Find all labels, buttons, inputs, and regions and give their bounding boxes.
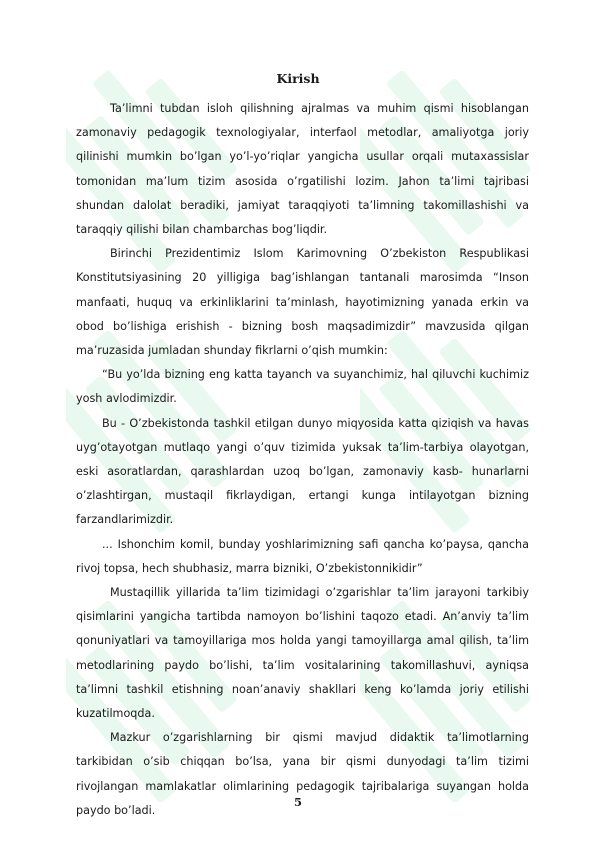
paragraph: ... Ishonchim komil, bunday yoshlarimizning safi qancha ko’paysa, qancha rivoj topsa, hech shubhasiz, marra bizniki, O’zbekistonnikidir”	[76, 537, 529, 575]
document-body	[76, 97, 529, 823]
page-title: Kirish	[276, 71, 320, 86]
paragraph: Bu - O’zbekistonda tashkil etilgan dunyo miqyosida katta qiziqish va havas uyg’otayotgan mutlaqo yangi o’quv tizimida yuksak ta’lim-tarbiya olayotgan, eski asoratlardan, qarashlardan uzoq bo’lgan, zamonaviy kasb- hunarlarni o’zlashtirgan, mustaqil fikrlaydigan, ertangi kunga intilayotgan bizning farzandlarimizdir.	[76, 416, 529, 527]
paragraph: Birinchi Prezidentimiz Islom Karimovning O’zbekiston Respublikasi Konstitutsiyasining 20 yilligiga bag’ishlangan tantanali marosimda “Inson manfaati, huquq va erkinliklarini ta’minlash, hayotimizning yanada erkin va obod bo’lishiga erishish - bizning bosh maqsadimizdir” mavzusida qilgan ma’ruzasida jumladan shunday fikrlarni o’qish mumkin:	[76, 247, 529, 358]
page-number: 5	[293, 795, 302, 809]
paragraph: Mustaqillik yillarida ta’lim tizimidagi o’zgarishlar ta’lim jarayoni tarkibiy qisimlarini yangicha tartibda namoyon bo’lishini taqozo etadi. An’anviy ta’lim qonuniyatlari va tamoyillariga mos holda yangi tamoyillarga amal qilish, ta’lim metodlarining paydo bo’lishi, ta’lim vositalarining takomillashuvi, ayniqsa ta’limni tashkil etishning noan’anaviy shakllari keng ko’lamda joriy etilishi kuzatilmoqda.	[76, 586, 529, 721]
paragraph: “Bu yo’lda bizning eng katta tayanch va suyanchimiz, hal qiluvchi kuchimiz yosh avlodimizdir.	[76, 368, 529, 406]
paragraph: Ta’limni tubdan isloh qilishning ajralmas va muhim qismi hisoblangan zamonaviy pedagogik texnologiyalar, interfaol metodlar, amaliyotga joriy qilinishi mumkin bo’lgan yo’l-yo’riqlar yangicha usullar orqali mutaxassislar tomonidan ma’lum tizim asosida o’rgatilishi lozim. Jahon ta’limi tajribasi shundan dalolat beradiki, jamiyat taraqqiyoti ta’limning takomillashishi va taraqqiy qilishi bilan chambarchas bog’liqdir.	[76, 102, 529, 237]
paragraph: Mazkur o’zgarishlarning bir qismi mavjud didaktik ta’limotlarning tarkibidan o’sib chiqqan bo’lsa, yana bir qismi dunyodagi ta’lim tizimi rivojlangan mamlakatlar olimlarining pedagogik tajribalariga suyangan holda paydo bo’ladi.	[76, 731, 529, 817]
